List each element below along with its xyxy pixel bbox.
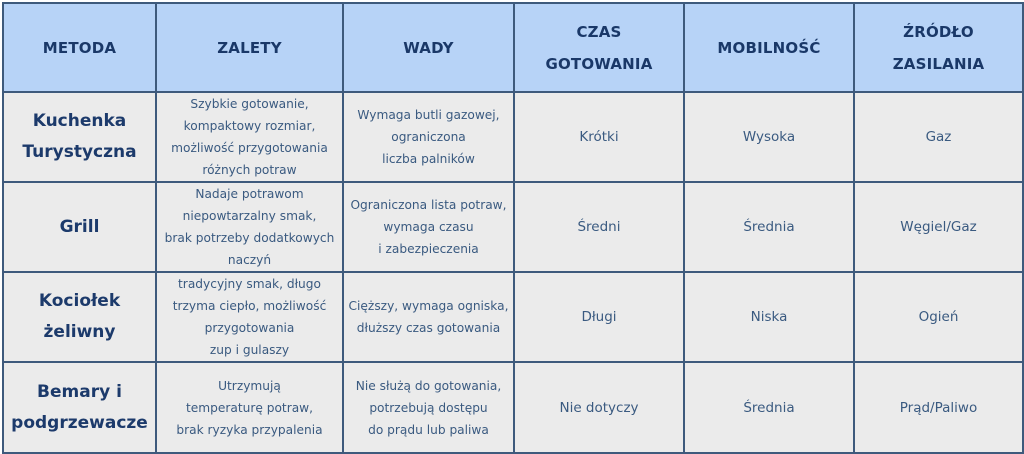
- time-cell: Nie dotyczy: [514, 362, 684, 453]
- header-mobility: MOBILNOŚĆ: [684, 3, 854, 92]
- header-row: [3, 3, 1023, 92]
- cons-cell: Nie służą do gotowania, potrzebują dostępu do prądu lub paliwa: [343, 362, 514, 453]
- time-cell: Średni: [514, 182, 684, 272]
- cons-cell: Wymaga butli gazowej, ograniczona liczba palników: [343, 92, 514, 182]
- header-cooking-time: CZAS GOTOWANIA: [514, 3, 684, 92]
- method-cell: Grill: [3, 182, 156, 272]
- time-cell: Krótki: [514, 92, 684, 182]
- pros-cell: Nadaje potrawom niepowtarzalny smak, brak potrzeby dodatkowych naczyń: [156, 182, 343, 272]
- cons-cell: Ograniczona lista potraw, wymaga czasu i zabezpieczenia: [343, 182, 514, 272]
- method-cell: Bemary i podgrzewacze: [3, 362, 156, 453]
- power-cell: Węgiel/Gaz: [854, 182, 1023, 272]
- mobility-cell: Średnia: [684, 362, 854, 453]
- table-row: [3, 272, 1023, 362]
- method-cell: Kociołek żeliwny: [3, 272, 156, 362]
- table-row: [3, 92, 1023, 182]
- pros-cell: Utrzymują temperaturę potraw, brak ryzyka przypalenia: [156, 362, 343, 453]
- header-power-source: ŹRÓDŁO ZASILANIA: [854, 3, 1023, 92]
- table-row: [3, 362, 1023, 453]
- time-cell: Długi: [514, 272, 684, 362]
- pros-cell: tradycyjny smak, długo trzyma ciepło, możliwość przygotowania zup i gulaszy: [156, 272, 343, 362]
- method-cell: Kuchenka Turystyczna: [3, 92, 156, 182]
- mobility-cell: Niska: [684, 272, 854, 362]
- table-row: [3, 182, 1023, 272]
- mobility-cell: Średnia: [684, 182, 854, 272]
- header-method: METODA: [3, 3, 156, 92]
- power-cell: Gaz: [854, 92, 1023, 182]
- mobility-cell: Wysoka: [684, 92, 854, 182]
- pros-cell: Szybkie gotowanie, kompaktowy rozmiar, możliwość przygotowania różnych potraw: [156, 92, 343, 182]
- header-cons: WADY: [343, 3, 514, 92]
- power-cell: Ogień: [854, 272, 1023, 362]
- power-cell: Prąd/Paliwo: [854, 362, 1023, 453]
- header-pros: ZALETY: [156, 3, 343, 92]
- cooking-methods-table: [2, 2, 1024, 454]
- cons-cell: Cięższy, wymaga ogniska, dłuższy czas gotowania: [343, 272, 514, 362]
